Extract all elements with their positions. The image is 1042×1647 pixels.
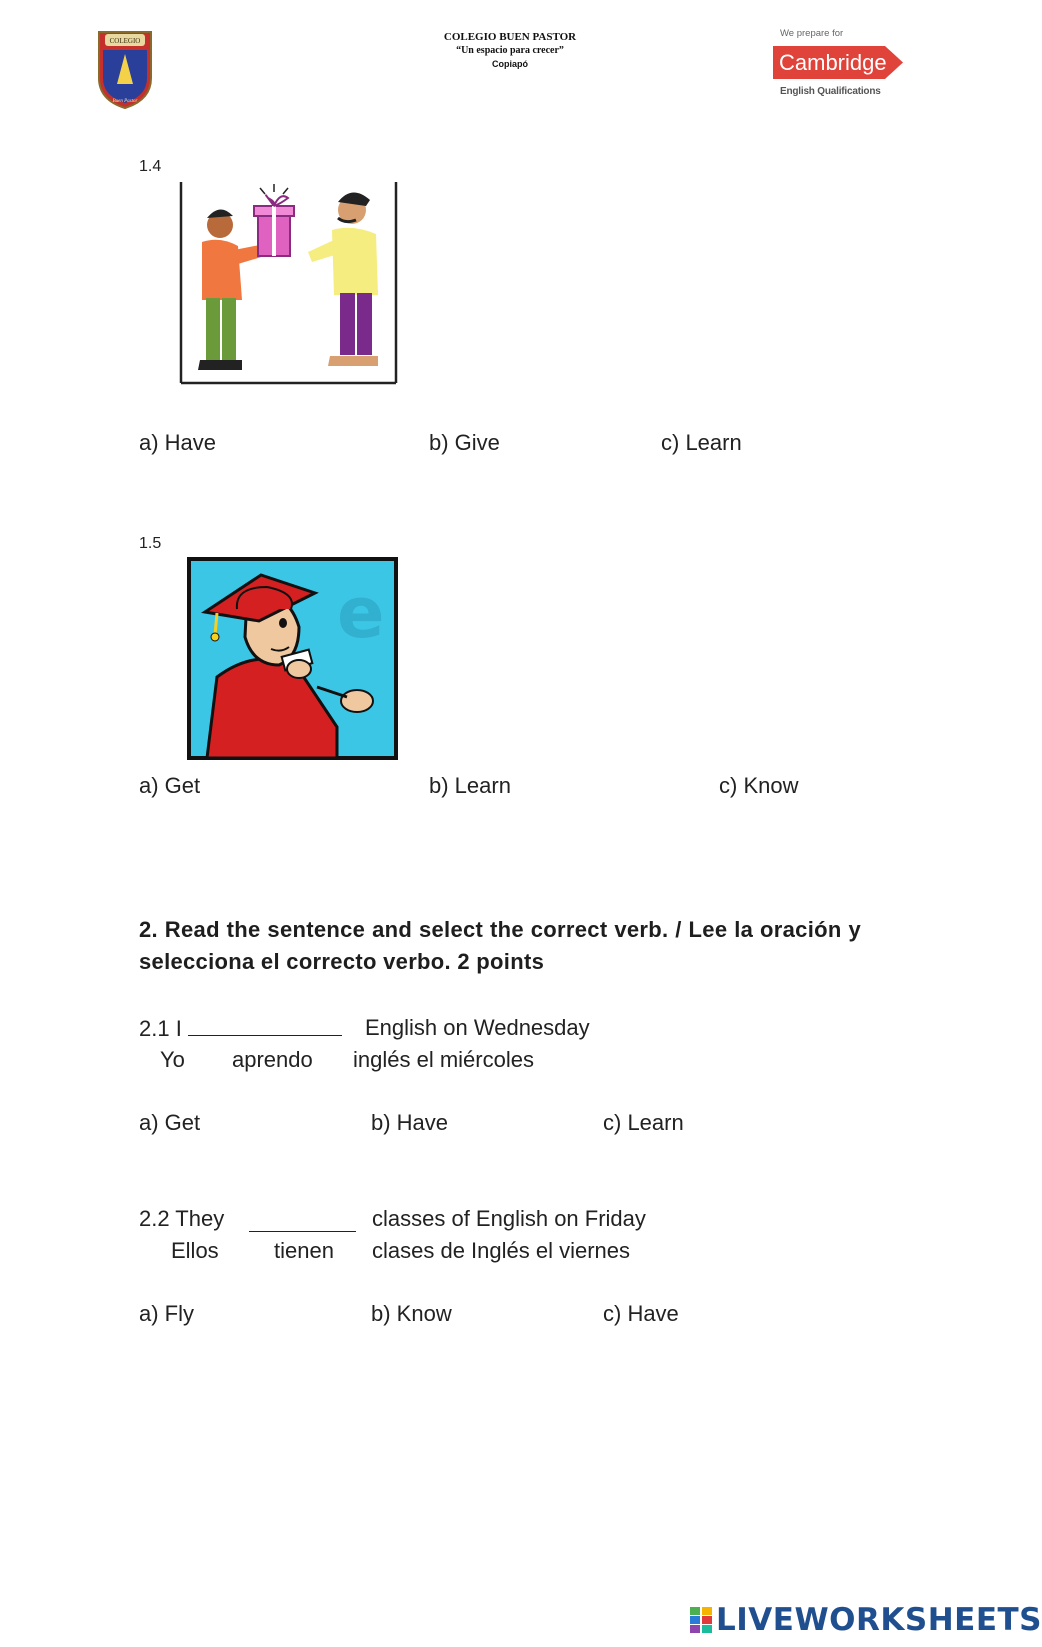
- liveworksheets-wordmark: LIVEWORKSHEETS: [716, 1602, 1042, 1638]
- translation-word: Yo: [160, 1047, 185, 1072]
- liveworksheets-logo[interactable]: [690, 1602, 1042, 1638]
- translation-word: Ellos: [171, 1238, 219, 1263]
- option-c[interactable]: c) Know: [719, 773, 799, 798]
- question-number: 1.5: [139, 535, 162, 552]
- option-a[interactable]: a) Fly: [139, 1301, 194, 1326]
- school-city: Copiapó: [492, 59, 528, 69]
- option-a[interactable]: a) Get: [139, 773, 201, 798]
- answer-blank[interactable]: [249, 1207, 356, 1232]
- sentence-rest: English on Wednesday: [365, 1015, 590, 1040]
- sentence-rest: classes of English on Friday: [372, 1206, 646, 1231]
- option-b[interactable]: b) Give: [429, 430, 500, 455]
- translation-word: aprendo: [232, 1047, 313, 1072]
- option-b[interactable]: b) Know: [371, 1301, 452, 1326]
- option-c[interactable]: c) Have: [603, 1301, 679, 1326]
- school-crest-logo: [95, 28, 155, 110]
- translation-word: inglés el miércoles: [353, 1047, 534, 1072]
- option-a[interactable]: a) Have: [139, 430, 217, 455]
- sentence-2-2: [139, 1206, 224, 1232]
- section-heading: 2. Read the sentence and select the correct verb. / Lee la oración y selecciona el correcto verbo. 2 points: [139, 917, 861, 974]
- sentence-prefix: 2.2 They: [139, 1206, 225, 1231]
- svg-text:e: e: [337, 572, 385, 654]
- option-c[interactable]: c) Learn: [603, 1110, 684, 1135]
- cambridge-logo: [773, 46, 903, 79]
- school-name: COLEGIO BUEN PASTOR: [443, 31, 577, 43]
- svg-text:COLEGIO: COLEGIO: [109, 37, 141, 45]
- school-motto: “Un espacio para crecer”: [456, 45, 564, 56]
- option-a[interactable]: a) Get: [139, 1110, 201, 1135]
- translation-word: tienen: [274, 1238, 334, 1263]
- question-number: 1.4: [139, 158, 162, 175]
- svg-text:Buen Pastor: Buen Pastor: [112, 99, 138, 104]
- sentence-2-1: [139, 1015, 342, 1042]
- option-b[interactable]: b) Have: [371, 1110, 449, 1135]
- liveworksheets-blocks-icon: [690, 1607, 712, 1633]
- translation-word: clases de Inglés el viernes: [372, 1238, 631, 1263]
- option-b[interactable]: b) Learn: [429, 773, 511, 798]
- sentence-prefix: 2.1 I: [139, 1016, 182, 1041]
- option-c[interactable]: c) Learn: [661, 430, 742, 455]
- gift-giving-illustration: [180, 180, 398, 385]
- cambridge-prefix: We prepare for: [780, 28, 844, 39]
- svg-text:Cambridge: Cambridge: [779, 50, 887, 75]
- answer-blank[interactable]: [188, 1015, 342, 1036]
- graduate-illustration: [187, 557, 398, 760]
- cambridge-suffix: English Qualifications: [780, 86, 881, 97]
